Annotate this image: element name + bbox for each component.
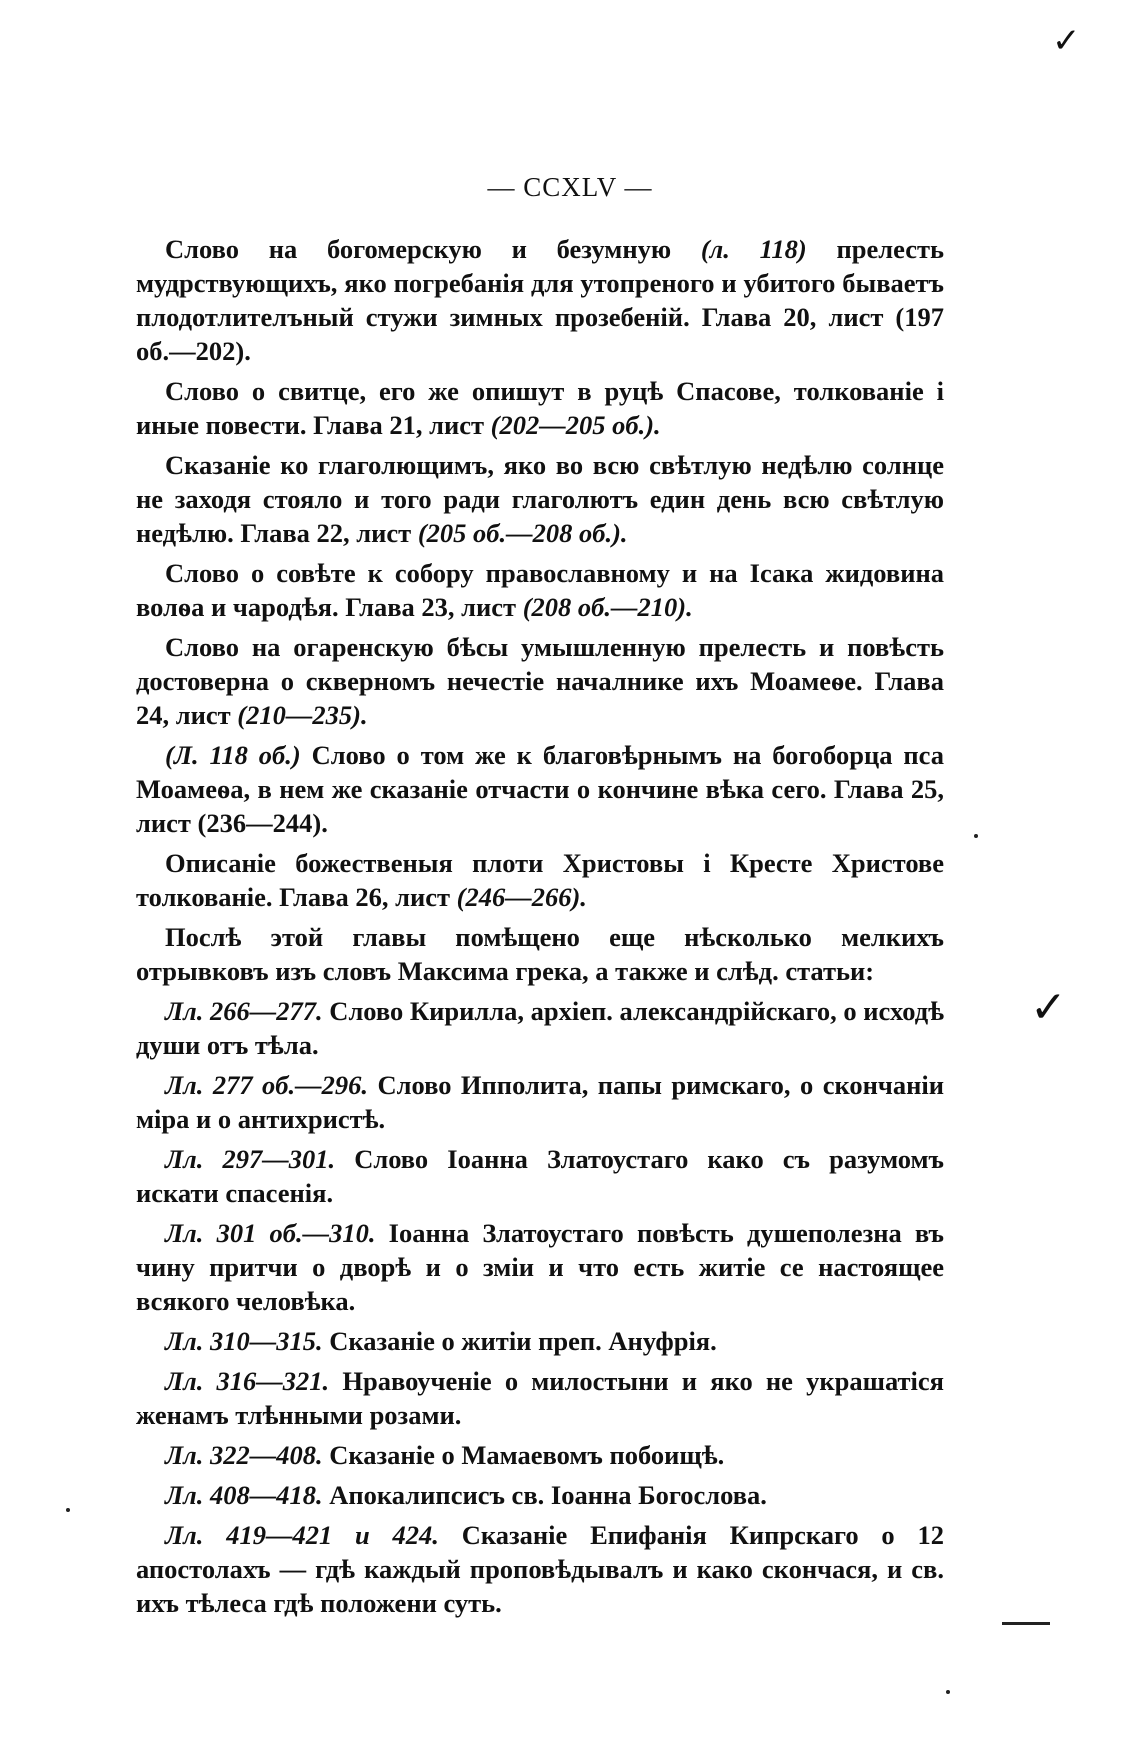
paragraph: [136, 920, 944, 988]
paragraph: [136, 556, 944, 624]
paragraph: [136, 846, 944, 914]
paragraph-text: Слово Іоанна Златоустаго како съ разумомъ искати спасенія.: [136, 1144, 945, 1208]
paragraph: [136, 1324, 944, 1358]
paragraph: [136, 1518, 944, 1620]
paragraph-text: Слово Ипполита, папы римскаго, о скончаніи міра и о антихристѣ.: [136, 1070, 944, 1134]
paragraph-text: Слово на огаренскую бѣсы умышленную прелесть и повѣсть достоверна о скверномъ нечестіе началнике ихъ Моамеѳе. Глава 24, лист: [136, 632, 944, 730]
folio-reference: Лл. 301 об.—310.: [165, 1218, 376, 1248]
folio-reference: Лл. 408—418.: [165, 1480, 323, 1510]
paragraph-text: Описаніе божественыя плоти Христовы і Кресте Христове толкованіе. Глава 26, лист: [136, 848, 944, 912]
folio-reference: (л. 118): [700, 234, 807, 264]
folio-reference: Лл. 297—301.: [165, 1144, 336, 1174]
paragraph-text: Слово на богомерскую и безумную: [165, 234, 701, 264]
folio-reference: (205 об.—208 об.).: [417, 518, 628, 548]
paragraph-text: Сказаніе Епифанія Кипрскаго о 12 апостолахъ — гдѣ каждый проповѣдывалъ и како скончася, и св. ихъ тѣлеса гдѣ положени суть.: [136, 1520, 944, 1618]
paragraph: [136, 630, 944, 732]
paragraph: [136, 738, 944, 840]
paragraph-text: Сказаніе ко глаголющимъ, яко во всю свѣтлую недѣлю солнце не заходя стояло и того ради глаголютъ един день всю свѣтлую недѣлю. Глава 22, лист: [136, 450, 944, 548]
paragraph: [136, 448, 944, 550]
folio-reference: Лл. 277 об.—296.: [165, 1070, 369, 1100]
folio-reference: (208 об.—210).: [522, 592, 693, 622]
paragraph-text: Слово о том же к благовѣрнымъ на богоборца пса Моамеѳа, в нем же сказаніе отчасти о кончине вѣка сего. Глава 25, лист (236—244).: [136, 740, 944, 838]
paragraph-text: Слово Кирилла, архіеп. александрійскаго, о исходѣ души отъ тѣла.: [136, 996, 945, 1060]
folio-reference: Лл. 322—408.: [165, 1440, 323, 1470]
folio-reference: (Л. 118 об.): [165, 740, 301, 770]
paragraph: [136, 1216, 944, 1318]
folio-reference: Лл. 310—315.: [165, 1326, 323, 1356]
paragraph: [136, 1142, 944, 1210]
paragraph: [136, 1438, 944, 1472]
folio-reference: Лл. 316—321.: [165, 1366, 330, 1396]
paragraph: [136, 374, 944, 442]
page-number: — CCXLV —: [487, 172, 653, 202]
paragraph-text: Апокалипсисъ св. Іоанна Богослова.: [322, 1480, 767, 1510]
paragraph: [136, 1364, 944, 1432]
check-mark: ✓: [1030, 982, 1067, 1033]
paragraph-text: Слово о свитце, его же опишут в руцѣ Спасове, толкованіе і иные повести. Глава 21, лист: [136, 376, 944, 440]
paragraph: [136, 232, 944, 368]
check-mark: ✓: [1052, 21, 1081, 61]
folio-reference: (202—205 об.).: [490, 410, 661, 440]
paragraph: [136, 1068, 944, 1136]
folio-reference: (246—266).: [456, 882, 587, 912]
paragraph-text: Сказаніе о Мамаевомъ побоищѣ.: [322, 1440, 725, 1470]
paragraph-text: прелесть мудрствующихъ, яко погребанія для утопреного и убитого бываетъ плодотлителъный стужи зимных прозебеній. Глава 20, лист (197 об.—202).: [136, 234, 944, 366]
paragraph-text: Слово о совѣте к собору православному и на Ісака жидовина волѳа и чародѣя. Глава 23, лист: [136, 558, 944, 622]
paragraph-text: Послѣ этой главы помѣщено еще нѣсколько мелкихъ отрывковъ изъ словъ Максима грека, а также и слѣд. статьи:: [136, 922, 944, 986]
text-body: [136, 232, 944, 1626]
stray-mark: [66, 1508, 70, 1512]
paragraph-text: Нравоученіе о милостыни и яко не украшатіся женамъ тлѣнными розами.: [136, 1366, 944, 1430]
stray-mark: [974, 834, 978, 838]
margin-rule: [1002, 1622, 1050, 1625]
stray-mark: [946, 1690, 950, 1694]
paragraph-text: Іоанна Златоустаго повѣсть душеполезна въ чину притчи о дворѣ и о зміи и что есть житіе се настоящее всякого человѣка.: [136, 1218, 944, 1316]
paragraph: [136, 994, 944, 1062]
paragraph-text: Сказаніе о житіи преп. Ануфрія.: [322, 1326, 717, 1356]
folio-reference: (210—235).: [237, 700, 368, 730]
paragraph: [136, 1478, 944, 1512]
folio-reference: Лл. 419—421 и 424.: [165, 1520, 439, 1550]
folio-reference: Лл. 266—277.: [165, 996, 323, 1026]
